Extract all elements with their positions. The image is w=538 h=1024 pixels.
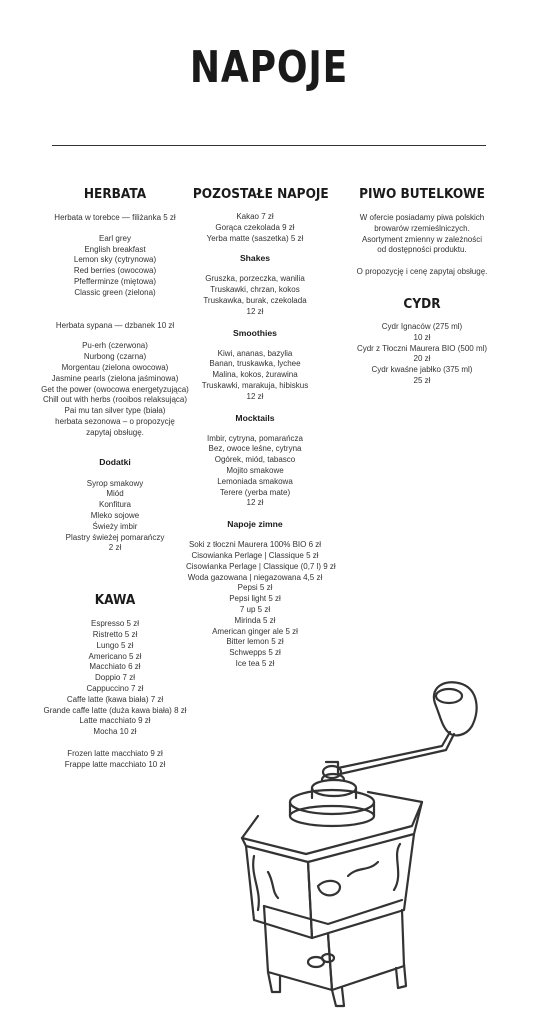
list-item: Syrop smakowy (86, 478, 144, 488)
section-heading-piwo: PIWO BUTELKOWE (359, 186, 485, 202)
list-item: Cisowianka Perlage | Classique (0,7 l) 9 zł (186, 561, 336, 571)
text-line: W ofercie posiadamy piwa polskich (359, 213, 485, 222)
page-title: NAPOJE (189, 42, 349, 93)
column-pozostale (186, 184, 336, 670)
list-item: Lemoniada smakowa (217, 476, 293, 486)
list-item: 12 zł (246, 498, 264, 508)
subheading-shakes: Shakes (239, 253, 271, 264)
list-item: Lemon sky (cytrynowa) (73, 255, 157, 265)
text-line: Asortyment zmienny w zależności (361, 234, 483, 244)
list-item: Pepsi 5 zł (237, 583, 273, 593)
list-item: 7 up 5 zł (239, 604, 271, 614)
herbata-torebka-price: Herbata w torebce — filiżanka 5 zł (54, 213, 176, 222)
piwo-description (345, 213, 499, 256)
list-item: Mirinda 5 zł (234, 615, 276, 625)
subheading-napoje-zimne: Napoje zimne (227, 519, 283, 530)
list-item: Latte macchiato 9 zł (79, 716, 151, 726)
list-item: American ginger ale 5 zł (212, 626, 298, 636)
list-item: Classic green (zielona) (74, 287, 156, 297)
piwo-note: O propozycję i cenę zapytaj obsługę. (356, 267, 488, 277)
list-item: Cydr kwaśne jabłko (375 ml) (371, 365, 473, 375)
list-item: Soki z tłoczni Maurera 100% BIO 6 zł (188, 540, 322, 550)
list-item: Doppio 7 zł (94, 673, 136, 683)
list-item: Cappuccino 7 zł (86, 683, 144, 693)
list-item: Bez, owoce leśne, cytryna (208, 444, 302, 454)
list-item: Pepsi light 5 zł (229, 594, 281, 604)
list-item: Terere (yerba mate) (219, 487, 291, 497)
list-item: Caffe latte (kawa biała) 7 zł (66, 694, 164, 704)
text-line: browarów rzemieślniczych. (374, 223, 470, 233)
list-item: Frozen latte macchiato 9 zł (67, 748, 163, 758)
list-item: Ristretto 5 zł (92, 629, 138, 639)
list-item: Yerba matte (saszetka) 5 zł (206, 233, 304, 243)
list-item: 10 zł (413, 332, 431, 342)
list-item: Miód (106, 489, 124, 499)
list-item: English breakfast (84, 244, 146, 254)
list-item: herbata sezonowa – o propozycję (55, 416, 175, 426)
list-item: Grande caffe latte (duża kawa biała) 8 zł (43, 705, 187, 715)
list-item: Ice tea 5 zł (235, 658, 275, 668)
coffee-grinder-icon (228, 676, 488, 1008)
list-herbata-sypana (29, 341, 201, 438)
list-kawa (29, 619, 201, 738)
list-item: Świeży imbir (92, 521, 138, 531)
list-item: Cydr Ignaców (275 ml) (381, 321, 463, 331)
list-shakes (186, 274, 324, 317)
list-item: 12 zł (246, 391, 264, 401)
subheading-mocktails: Mocktails (235, 412, 275, 423)
list-item: Kakao 7 zł (236, 212, 274, 221)
section-heading-pozostale: POZOSTAŁE NAPOJE (192, 186, 329, 202)
list-item: Truskawka, burak, czekolada (203, 295, 307, 305)
list-item: Banan, truskawka, lychee (209, 359, 301, 369)
subheading-smoothies: Smoothies (233, 327, 277, 338)
list-item: Ogórek, miód, tabasco (214, 455, 296, 465)
list-pozostale (186, 212, 324, 244)
list-item: Americano 5 zł (88, 651, 142, 661)
list-item: Frappe latte macchiato 10 zł (64, 759, 166, 769)
list-item: Plastry świeżej pomarańczy (65, 532, 165, 542)
list-kawa-frozen (29, 749, 201, 771)
title-divider (52, 145, 486, 146)
list-item: Bitter lemon 5 zł (226, 637, 284, 647)
list-item: Mleko sojowe (90, 510, 140, 520)
list-item: Schwepps 5 zł (229, 648, 281, 658)
list-item: Cydr z Tłoczni Maurera BIO (500 ml) (356, 343, 488, 353)
list-mocktails (186, 434, 324, 510)
list-item: Mojito smakowe (226, 465, 284, 475)
text-line: od dostępności produktu. (377, 245, 467, 255)
list-item: Nurbong (czarna) (83, 352, 147, 362)
subheading-dodatki: Dodatki (99, 456, 131, 467)
list-item: Earl grey (98, 233, 131, 243)
list-napoje-zimne (186, 540, 336, 670)
list-item: Pfefferminze (miętowa) (73, 276, 157, 286)
list-item: Konfitura (98, 500, 132, 510)
list-item: Lungo 5 zł (96, 640, 134, 650)
list-item: Truskawki, marakuja, hibiskus (201, 380, 309, 390)
list-item: Truskawki, chrzan, kokos (210, 285, 300, 295)
list-item: 12 zł (246, 306, 264, 316)
list-item: Pai mu tan silver type (biała) (64, 406, 166, 416)
section-heading-cydr: CYDR (403, 295, 441, 312)
herbata-sypana-price: Herbata sypana — dzbanek 10 zł (55, 320, 175, 330)
list-item: Espresso 5 zł (90, 619, 140, 629)
list-item: zapytaj obsługę. (86, 427, 144, 437)
list-item: Macchiato 6 zł (89, 662, 141, 672)
section-heading-herbata: HERBATA (83, 186, 147, 202)
list-item: Chill out with herbs (rooibos relaksująca) (42, 395, 188, 405)
list-item: Get the power (owocowa energetyzująca) (41, 384, 189, 394)
list-item: Gruszka, porzeczka, wanilia (205, 274, 305, 284)
list-item: Cisowianka Perlage | Classique 5 zł (191, 550, 319, 560)
section-heading-kawa: KAWA (94, 592, 136, 609)
list-item: Gorąca czekolada 9 zł (215, 222, 295, 232)
list-herbata-torebka (29, 234, 201, 299)
list-item: Pu-erh (czerwona) (82, 341, 148, 351)
list-smoothies (186, 349, 324, 403)
list-item: Red berries (owocowa) (73, 266, 157, 276)
list-item: Mocha 10 zł (93, 727, 137, 737)
list-item: Woda gazowana | niegazowana 4,5 zł (187, 572, 323, 582)
column-piwo-cydr (345, 184, 499, 387)
list-item: Malina, kokos, żurawina (212, 370, 298, 380)
list-cydr (345, 322, 499, 387)
list-dodatki (29, 479, 201, 555)
list-item: Kiwi, ananas, bazylia (217, 348, 293, 358)
list-item: Morgentau (zielona owocowa) (61, 362, 169, 372)
column-herbata-kawa (29, 184, 201, 770)
list-item: Jasmine pearls (zielona jaśminowa) (51, 373, 179, 383)
list-item: Imbir, cytryna, pomarańcza (206, 433, 304, 443)
list-item: 2 zł (108, 543, 122, 553)
list-item: 25 zł (413, 375, 431, 385)
list-item: 20 zł (413, 354, 431, 364)
